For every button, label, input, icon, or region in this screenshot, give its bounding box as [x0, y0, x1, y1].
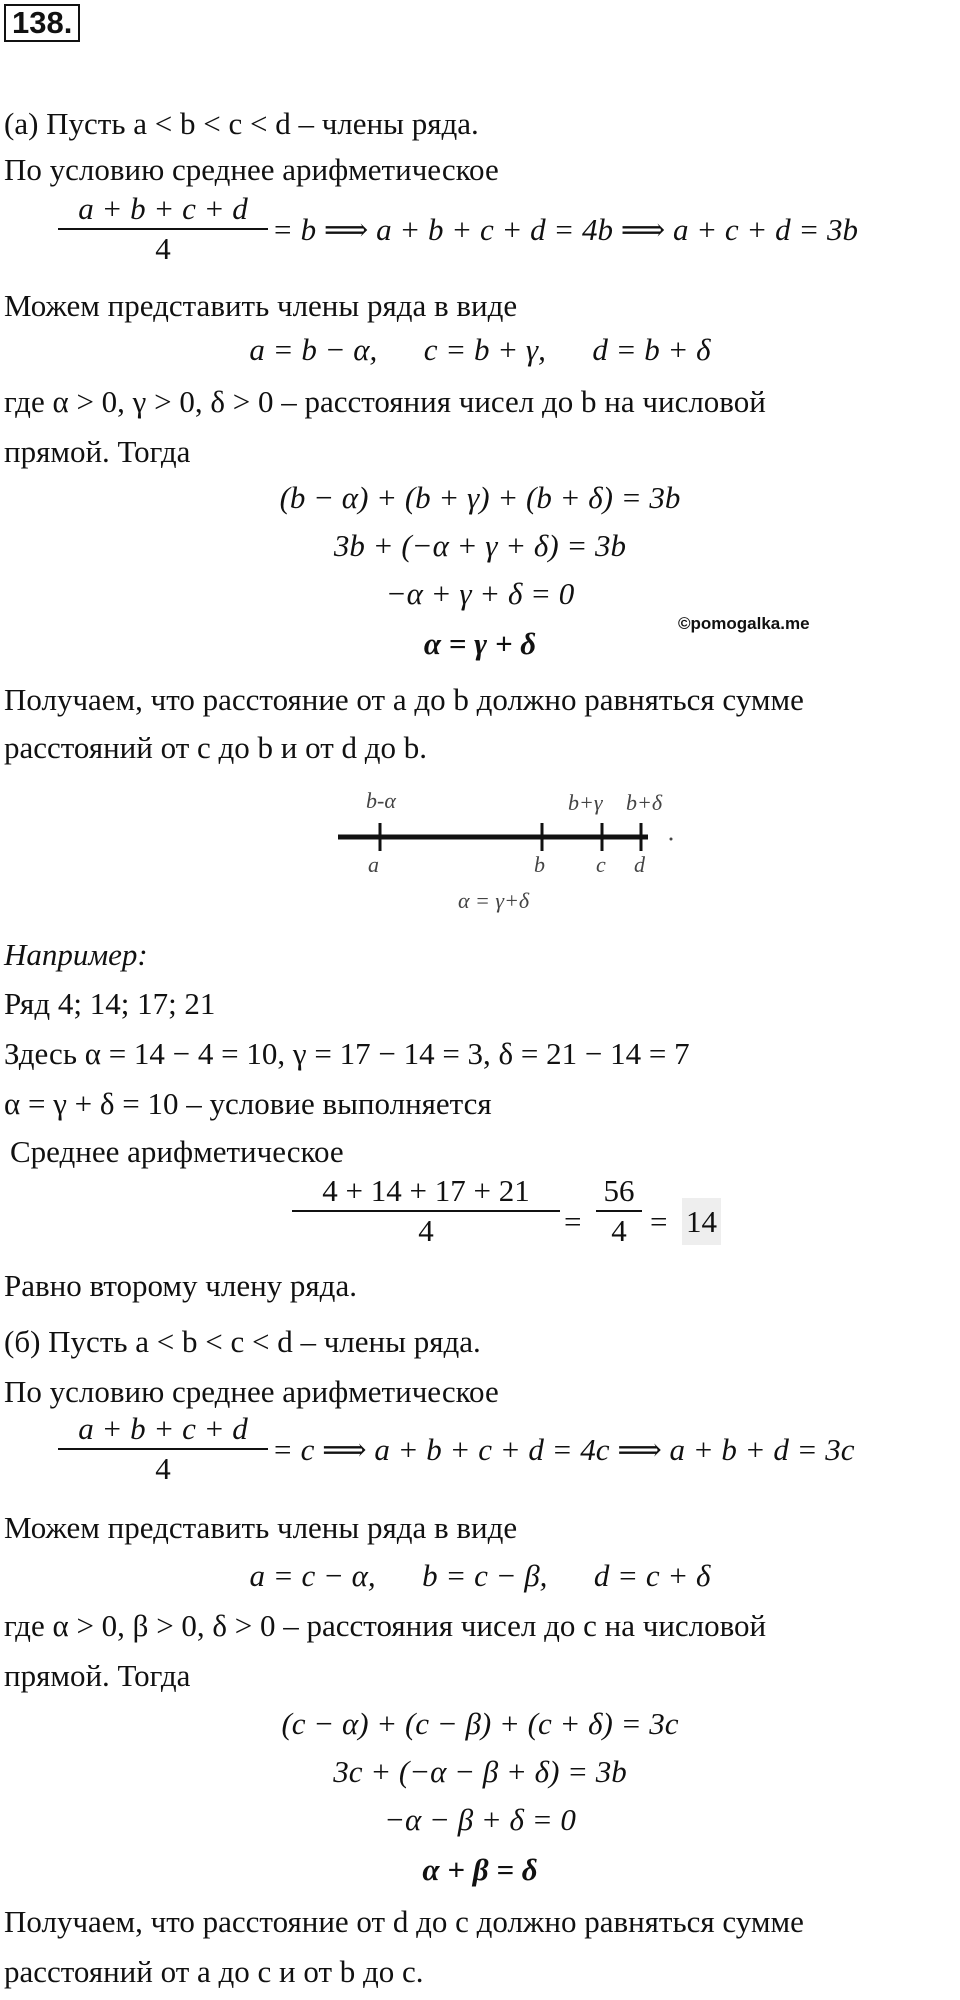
watermark: ©pomogalka.me: [678, 614, 810, 633]
fraction-numerator: 56: [603, 1173, 635, 1208]
part-b-eq3: −α − β + δ = 0: [384, 1802, 576, 1837]
part-b-result: α + β = δ: [422, 1852, 538, 1887]
part-a-conclusion-1: Получаем, что расстояние от a до b должно равняться сумме: [4, 682, 804, 717]
fraction-denominator: 4: [155, 1451, 171, 1486]
part-a-representation: a = b − α, c = b + γ, d = b + δ: [249, 332, 711, 367]
example-here: Здесь α = 14 − 4 = 10, γ = 17 − 14 = 3, δ = 21 − 14 = 7: [4, 1036, 690, 1071]
example-row: Ряд 4; 14; 17; 21: [4, 986, 216, 1021]
part-b-mean-fraction: [58, 1410, 268, 1488]
part-b-represent-text: Можем представить члены ряда в виде: [4, 1510, 518, 1545]
label-a: a: [368, 852, 379, 877]
part-a-mean-fraction: [58, 190, 268, 268]
fraction-denominator: 4: [155, 231, 171, 266]
example-mean-result: 14: [682, 1202, 721, 1242]
number-line-caption: α = γ+δ: [458, 888, 530, 913]
fraction-numerator: 4 + 14 + 17 + 21: [322, 1173, 530, 1208]
part-a-condition: По условию среднее арифметическое: [4, 152, 499, 187]
example-condition: α = γ + δ = 10 – условие выполняется: [4, 1086, 492, 1121]
equals-sign-1: =: [564, 1204, 582, 1239]
part-b-then-text: прямой. Тогда: [4, 1658, 191, 1693]
label-d: d: [634, 852, 645, 877]
line-end-dot: [670, 838, 673, 841]
label-b: b: [534, 852, 545, 877]
part-a-represent-text: Можем представить члены ряда в виде: [4, 288, 518, 323]
part-b-intro: (б) Пусть a < b < c < d – члены ряда.: [4, 1324, 481, 1359]
label-c: c: [596, 852, 606, 877]
label-b-plus-delta: b+δ: [626, 790, 663, 815]
problem-number: 138.: [4, 4, 80, 42]
fraction-numerator: a + b + c + d: [78, 1411, 248, 1446]
label-b-plus-gamma: b+γ: [568, 790, 603, 815]
part-a-equation: = b ⟹ a + b + c + d = 4b ⟹ a + c + d = 3b: [272, 212, 859, 247]
part-b-condition: По условию среднее арифметическое: [4, 1374, 499, 1409]
part-b-eq2: 3c + (−α − β + δ) = 3b: [333, 1754, 627, 1789]
part-a-eq1: (b − α) + (b + γ) + (b + δ) = 3b: [279, 480, 681, 515]
part-a-eq3: −α + γ + δ = 0: [385, 576, 575, 611]
part-b-conclusion-1: Получаем, что расстояние от d до c должно равняться сумме: [4, 1904, 804, 1939]
part-a-conclusion-2: расстояний от c до b и от d до b.: [4, 730, 428, 765]
fraction-numerator: a + b + c + d: [78, 191, 248, 226]
example-mean-label: Среднее арифметическое: [10, 1134, 344, 1169]
example-heading: Например:: [4, 937, 148, 972]
fraction-denominator: 4: [611, 1213, 627, 1248]
example-sum-fraction: [292, 1172, 560, 1250]
label-b-minus-alpha: b-α: [366, 788, 396, 813]
fraction-denominator: 4: [418, 1213, 434, 1248]
part-a-then-text: прямой. Тогда: [4, 434, 191, 469]
part-a-intro: (а) Пусть a < b < c < d – члены ряда.: [4, 106, 479, 141]
part-b-equation: = c ⟹ a + b + c + d = 4c ⟹ a + b + d = 3c: [272, 1432, 855, 1467]
part-b-conclusion-2: расстояний от a до c и от b до c.: [4, 1954, 424, 1989]
part-a-eq2: 3b + (−α + γ + δ) = 3b: [333, 528, 627, 563]
part-b-representation: a = c − α, b = c − β, d = c + δ: [249, 1558, 711, 1593]
example-conclusion: Равно второму члену ряда.: [4, 1268, 357, 1303]
equals-sign-2: =: [650, 1204, 668, 1239]
part-b-where-text: где α > 0, β > 0, δ > 0 – расстояния чисел до c на числовой: [4, 1608, 767, 1643]
part-a-result: α = γ + δ: [423, 626, 537, 661]
example-mean-fraction: [596, 1172, 642, 1250]
part-a-where-text: где α > 0, γ > 0, δ > 0 – расстояния чисел до b на числовой: [4, 384, 766, 419]
part-b-eq1: (c − α) + (c − β) + (c + δ) = 3c: [281, 1706, 679, 1741]
